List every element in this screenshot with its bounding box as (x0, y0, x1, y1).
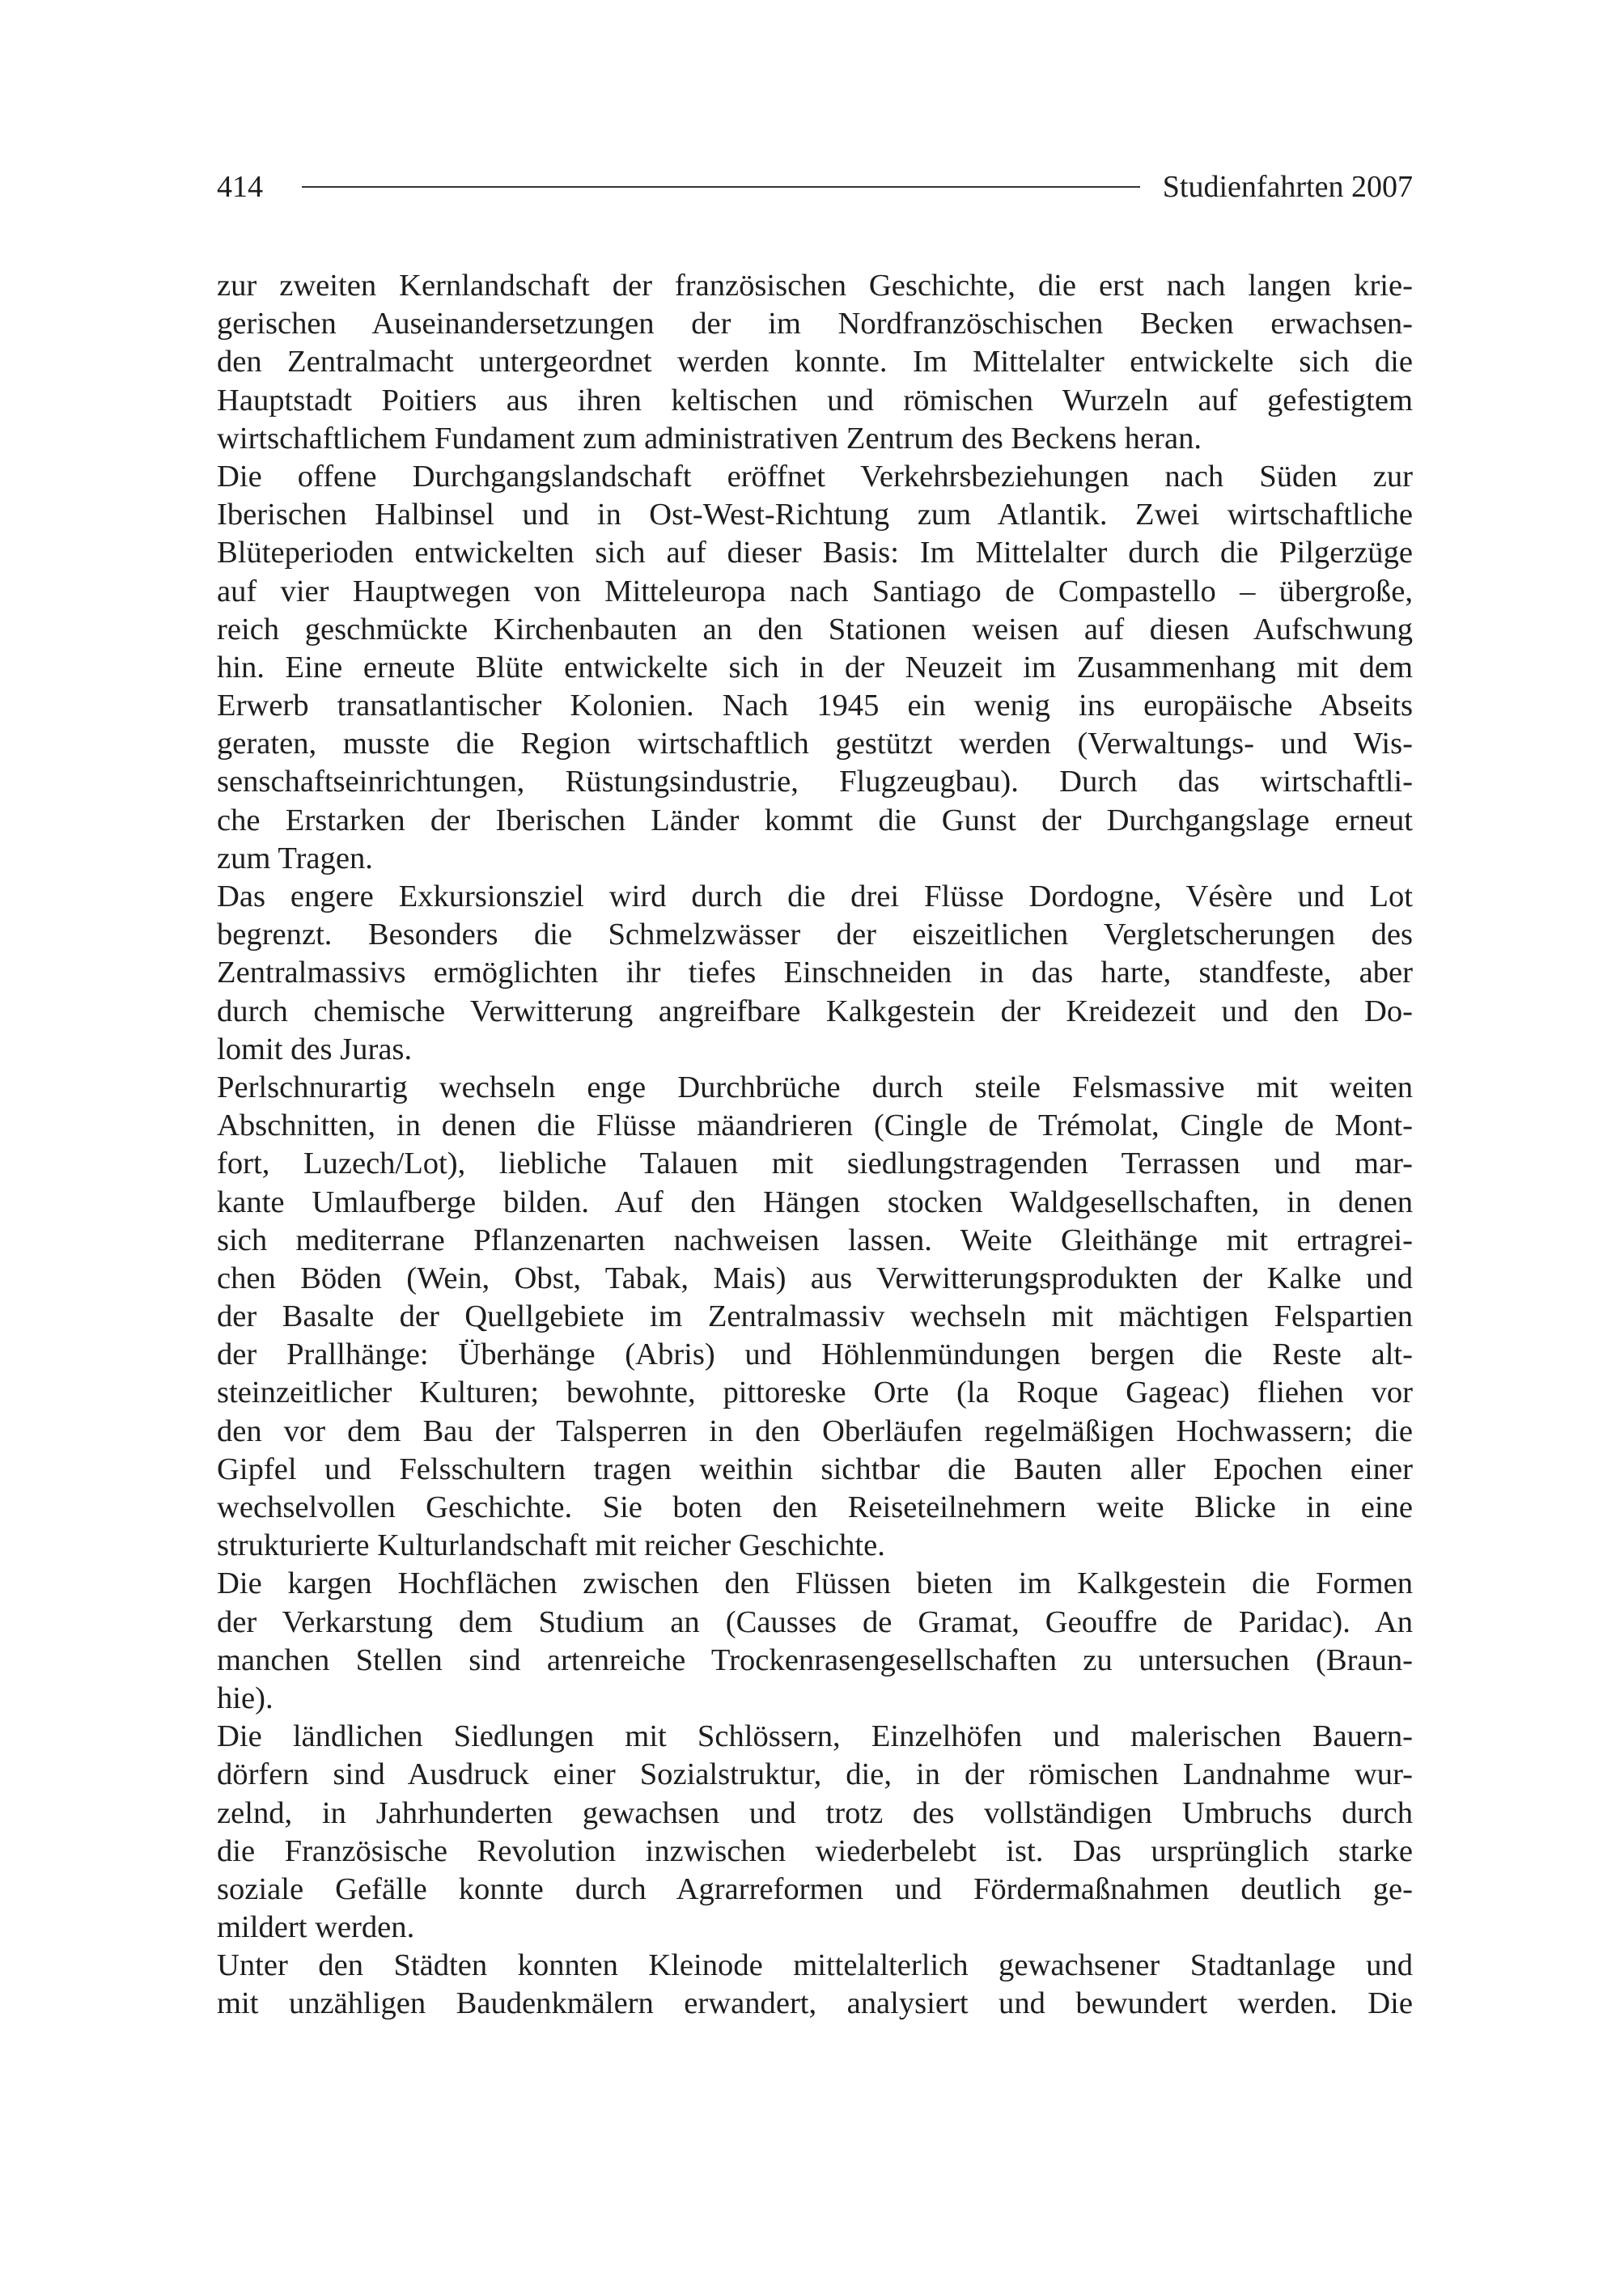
text-line: Zentralmassivs ermöglichten ihr tiefes Einschneiden in das harte, standfeste, aber (217, 956, 1413, 990)
text-line: Abschnitten, in denen die Flüsse mäandrieren (Cingle de Trémolat, Cingle de Mont- (217, 1108, 1413, 1143)
text-line: die Französische Revolution inzwischen wiederbelebt ist. Das ursprünglich starke (217, 1833, 1413, 1868)
text-line: Unter den Städten konnten Kleinode mittelalterlich gewachsener Stadtanlage und (217, 1948, 1413, 1983)
text-line: den Zentralmacht untergeordnet werden konnte. Im Mittelalter entwickelte sich die (217, 345, 1413, 379)
text-line: chen Böden (Wein, Obst, Tabak, Mais) aus Verwitterungsprodukten der Kalke und (217, 1261, 1413, 1295)
paragraph (217, 267, 1413, 458)
text-line: auf vier Hauptwegen von Mitteleuropa nach Santiago de Compastello – übergroße, (217, 574, 1413, 608)
text-line: durch chemische Verwitterung angreifbare Kalkgestein der Kreidezeit und den Do- (217, 994, 1413, 1028)
paragraph (217, 1565, 1413, 1718)
text-line: zelnd, in Jahrhunderten gewachsen und trotz des vollständigen Umbruchs durch (217, 1795, 1413, 1830)
text-line: gerischen Auseinandersetzungen der im Nordfranzöschischen Becken erwachsen- (217, 307, 1413, 341)
text-line: Iberischen Halbinsel und in Ost-West-Richtung zum Atlantik. Zwei wirtschaftliche (217, 498, 1413, 532)
text-line: sich mediterrane Pflanzenarten nachweisen lassen. Weite Gleithänge mit ertragrei- (217, 1223, 1413, 1257)
text-line: Die offene Durchgangslandschaft eröffnet Verkehrsbeziehungen nach Süden zur (217, 459, 1413, 494)
text-line: manchen Stellen sind artenreiche Trockenrasengesellschaften zu untersuchen (Braun- (217, 1642, 1413, 1677)
paragraph (217, 458, 1413, 878)
paragraph (217, 1947, 1413, 2023)
body-text (217, 267, 1413, 2024)
text-line: mildert werden. (217, 1910, 415, 1945)
text-line: fort, Luzech/Lot), liebliche Talauen mit siedlungstragenden Terrassen und mar- (217, 1146, 1413, 1181)
text-line: steinzeitlicher Kulturen; bewohnte, pittoreske Orte (la Roque Gageac) fliehen vor (217, 1375, 1413, 1410)
text-line: wirtschaftlichem Fundament zum administrativen Zentrum des Beckens heran. (217, 421, 1202, 456)
text-line: geraten, musste die Region wirtschaftlich gestützt werden (Verwaltungs- und Wis- (217, 727, 1413, 761)
text-line: den vor dem Bau der Talsperren in den Oberläufen regelmäßigen Hochwassern; die (217, 1414, 1413, 1448)
page-number: 414 (217, 170, 263, 204)
paragraph (217, 1718, 1413, 1947)
text-line: Das engere Exkursionsziel wird durch die drei Flüsse Dordogne, Vésère und Lot (217, 879, 1413, 913)
text-line: Blüteperioden entwickelten sich auf dieser Basis: Im Mittelalter durch die Pilgerzüge (217, 536, 1413, 570)
text-line: Gipfel und Felsschultern tragen weithin sichtbar die Bauten aller Epochen einer (217, 1452, 1413, 1486)
running-head (217, 167, 1413, 207)
text-line: dörfern sind Ausdruck einer Sozialstruktur, die, in der römischen Landnahme wur- (217, 1757, 1413, 1792)
text-line: der Verkarstung dem Studium an (Causses de Gramat, Geouffre de Paridac). An (217, 1604, 1413, 1639)
text-line: Erwerb transatlantischer Kolonien. Nach 1945 ein wenig ins europäische Abseits (217, 689, 1413, 723)
text-line: Hauptstadt Poitiers aus ihren keltischen und römischen Wurzeln auf gefestigtem (217, 383, 1413, 417)
paragraph (217, 1069, 1413, 1565)
text-line: mit unzähligen Baudenkmälern erwandert, analysiert und bewundert werden. Die (217, 1986, 1413, 2021)
text-line: Die ländlichen Siedlungen mit Schlössern, Einzelhöfen und malerischen Bauern- (217, 1719, 1413, 1754)
text-line: reich geschmückte Kirchenbauten an den Stationen weisen auf diesen Aufschwung (217, 612, 1413, 646)
text-line: wechselvollen Geschichte. Sie boten den Reiseteilnehmern weite Blicke in eine (217, 1490, 1413, 1524)
text-line: hin. Eine erneute Blüte entwickelte sich in der Neuzeit im Zusammenhang mit dem (217, 650, 1413, 685)
text-line: senschaftseinrichtungen, Rüstungsindustrie, Flugzeugbau). Durch das wirtschaftli- (217, 765, 1413, 799)
running-head-title: Studienfahrten 2007 (1162, 170, 1413, 204)
text-line: zur zweiten Kernlandschaft der französischen Geschichte, die erst nach langen krie- (217, 269, 1413, 303)
text-line: der Prallhänge: Überhänge (Abris) und Höhlenmündungen bergen die Reste alt- (217, 1337, 1413, 1372)
text-line: hie). (217, 1681, 273, 1715)
text-line: der Basalte der Quellgebiete im Zentralmassiv wechseln mit mächtigen Felspartien (217, 1299, 1413, 1334)
text-line: begrenzt. Besonders die Schmelzwässer der eiszeitlichen Vergletscherungen des (217, 918, 1413, 952)
text-line: Die kargen Hochflächen zwischen den Flüssen bieten im Kalkgestein die Formen (217, 1566, 1413, 1601)
text-line: lomit des Juras. (217, 1032, 413, 1066)
header-rule (302, 186, 1140, 188)
text-line: soziale Gefälle konnte durch Agrarreformen und Fördermaßnahmen deutlich ge- (217, 1871, 1413, 1906)
text-line: Perlschnurartig wechseln enge Durchbrüche durch steile Felsmassive mit weiten (217, 1070, 1413, 1104)
text-line: kante Umlaufberge bilden. Auf den Hängen stocken Waldgesellschaften, in denen (217, 1185, 1413, 1219)
paragraph (217, 878, 1413, 1069)
text-line: zum Tragen. (217, 841, 373, 875)
text-line: che Erstarken der Iberischen Länder kommt die Gunst der Durchgangslage erneut (217, 803, 1413, 837)
text-line: strukturierte Kulturlandschaft mit reicher Geschichte. (217, 1528, 885, 1563)
